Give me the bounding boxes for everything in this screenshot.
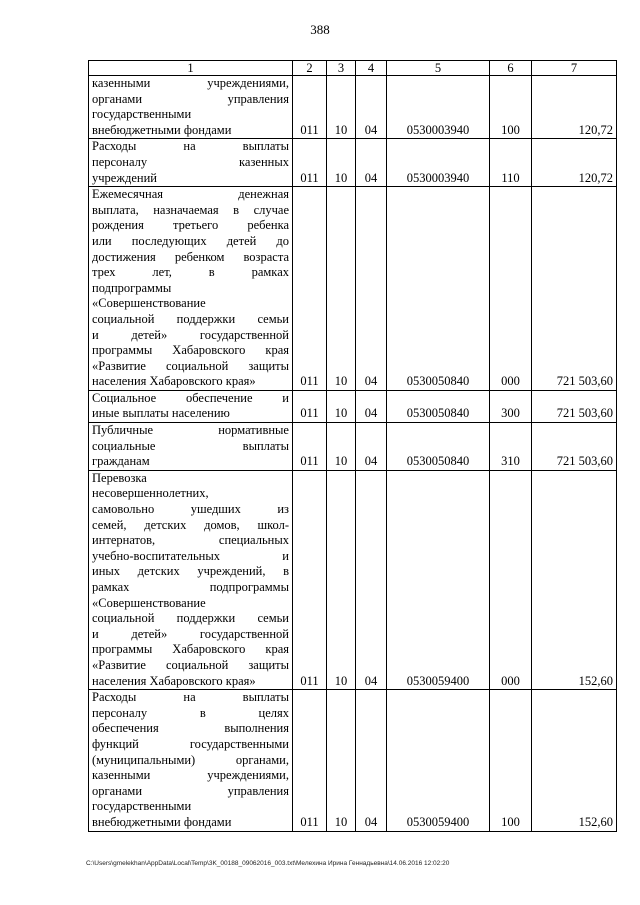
description-line: социальной поддержки семьи bbox=[92, 611, 289, 626]
description-line: «Совершенствование bbox=[92, 595, 206, 610]
amount-cell: 120,72 bbox=[532, 139, 617, 187]
description-line: «Совершенствование bbox=[92, 296, 206, 311]
description-line: Расходы на выплаты bbox=[92, 690, 289, 705]
table-row bbox=[89, 76, 617, 139]
amount-cell: 152,60 bbox=[532, 690, 617, 831]
subsection-cell: 04 bbox=[356, 139, 387, 187]
code-cell: 011 bbox=[293, 187, 327, 391]
amount-cell: 721 503,60 bbox=[532, 187, 617, 391]
description-line: Расходы на выплаты bbox=[92, 139, 289, 154]
expense-type-cell: 110 bbox=[490, 139, 532, 187]
description-line: рождения третьего ребенка bbox=[92, 218, 289, 233]
description-line: казенными учреждениями, bbox=[92, 768, 289, 783]
footer-file-path: C:\Users\gmelekhan\AppData\Local\Temp\3K_00188_09062016_003.txt\Мелехина Ирина Геннадьевна\14.06.2016 12:02:20 bbox=[86, 860, 450, 867]
row-description bbox=[89, 187, 293, 391]
code-cell: 011 bbox=[293, 139, 327, 187]
subsection-cell: 04 bbox=[356, 390, 387, 422]
subsection-cell: 04 bbox=[356, 690, 387, 831]
section-cell: 10 bbox=[327, 690, 356, 831]
description-line: органами управления bbox=[92, 91, 289, 106]
table-row bbox=[89, 390, 617, 422]
code-cell: 011 bbox=[293, 470, 327, 689]
expense-type-cell: 310 bbox=[490, 423, 532, 471]
target-article-cell: 0530050840 bbox=[387, 390, 490, 422]
description-line: самовольно ушедших из bbox=[92, 502, 289, 517]
description-line: внебюджетными фондами bbox=[92, 122, 232, 137]
amount-cell: 721 503,60 bbox=[532, 390, 617, 422]
column-header: 4 bbox=[356, 61, 387, 76]
code-cell: 011 bbox=[293, 76, 327, 139]
expense-type-cell: 000 bbox=[490, 187, 532, 391]
target-article-cell: 0530050840 bbox=[387, 187, 490, 391]
description-line: «Развитие социальной защиты bbox=[92, 657, 289, 672]
expense-type-cell: 000 bbox=[490, 470, 532, 689]
description-line: программы Хабаровского края bbox=[92, 642, 289, 657]
row-description bbox=[89, 690, 293, 831]
table-body bbox=[89, 76, 617, 832]
target-article-cell: 0530003940 bbox=[387, 139, 490, 187]
description-line: «Развитие социальной защиты bbox=[92, 358, 289, 373]
description-line: функций государственными bbox=[92, 736, 289, 751]
section-cell: 10 bbox=[327, 187, 356, 391]
description-line: достижения ребенком возраста bbox=[92, 249, 289, 264]
description-line: трех лет, в рамках bbox=[92, 265, 289, 280]
description-line: социальной поддержки семьи bbox=[92, 311, 289, 326]
description-line: органами управления bbox=[92, 783, 289, 798]
page-number: 388 bbox=[310, 22, 330, 37]
row-description bbox=[89, 390, 293, 422]
target-article-cell: 0530003940 bbox=[387, 76, 490, 139]
target-article-cell: 0530050840 bbox=[387, 423, 490, 471]
amount-cell: 120,72 bbox=[532, 76, 617, 139]
amount-cell: 721 503,60 bbox=[532, 423, 617, 471]
description-line: персоналу казенных bbox=[92, 154, 289, 169]
description-line: и детей» государственной bbox=[92, 327, 289, 342]
amount-cell: 152,60 bbox=[532, 470, 617, 689]
code-cell: 011 bbox=[293, 390, 327, 422]
description-line: иные выплаты населению bbox=[92, 406, 230, 421]
table-row bbox=[89, 423, 617, 471]
expense-type-cell: 100 bbox=[490, 76, 532, 139]
description-line: Социальное обеспечение и bbox=[92, 390, 289, 405]
row-description bbox=[89, 139, 293, 187]
description-line: или последующих детей до bbox=[92, 233, 289, 248]
description-line: Ежемесячная денежная bbox=[92, 187, 289, 202]
description-line: несовершеннолетних, bbox=[92, 486, 209, 501]
subsection-cell: 04 bbox=[356, 423, 387, 471]
column-header: 3 bbox=[327, 61, 356, 76]
description-line: иных детских учреждений, в bbox=[92, 564, 289, 579]
section-cell: 10 bbox=[327, 76, 356, 139]
section-cell: 10 bbox=[327, 139, 356, 187]
column-header: 7 bbox=[532, 61, 617, 76]
description-line: Публичные нормативные bbox=[92, 423, 289, 438]
description-line: интернатов, специальных bbox=[92, 533, 289, 548]
header-row bbox=[89, 61, 617, 76]
expense-type-cell: 300 bbox=[490, 390, 532, 422]
description-line: обеспечения выполнения bbox=[92, 721, 289, 736]
description-line: (муниципальными) органами, bbox=[92, 752, 289, 767]
description-line: программы Хабаровского края bbox=[92, 343, 289, 358]
column-header: 6 bbox=[490, 61, 532, 76]
description-line: учебно-воспитательных и bbox=[92, 548, 289, 563]
description-line: государственными bbox=[92, 799, 192, 814]
subsection-cell: 04 bbox=[356, 470, 387, 689]
table-row bbox=[89, 470, 617, 689]
column-header: 5 bbox=[387, 61, 490, 76]
expense-type-cell: 100 bbox=[490, 690, 532, 831]
section-cell: 10 bbox=[327, 470, 356, 689]
description-line: учреждений bbox=[92, 170, 157, 185]
row-description bbox=[89, 470, 293, 689]
code-cell: 011 bbox=[293, 423, 327, 471]
code-cell: 011 bbox=[293, 690, 327, 831]
target-article-cell: 0530059400 bbox=[387, 690, 490, 831]
description-line: населения Хабаровского края» bbox=[92, 374, 256, 389]
table-row bbox=[89, 139, 617, 187]
subsection-cell: 04 bbox=[356, 76, 387, 139]
subsection-cell: 04 bbox=[356, 187, 387, 391]
description-line: внебюджетными фондами bbox=[92, 814, 232, 829]
description-line: государственными bbox=[92, 107, 192, 122]
column-header: 2 bbox=[293, 61, 327, 76]
description-line: рамках подпрограммы bbox=[92, 580, 289, 594]
table-row bbox=[89, 187, 617, 391]
description-line: казенными учреждениями, bbox=[92, 76, 289, 90]
description-line: социальные выплаты bbox=[92, 438, 289, 453]
section-cell: 10 bbox=[327, 390, 356, 422]
table-row bbox=[89, 690, 617, 831]
description-line: Перевозка bbox=[92, 470, 147, 485]
description-line: выплата, назначаемая в случае bbox=[92, 202, 289, 217]
budget-table bbox=[88, 60, 617, 832]
description-line: семей, детских домов, школ- bbox=[92, 517, 289, 532]
target-article-cell: 0530059400 bbox=[387, 470, 490, 689]
row-description bbox=[89, 423, 293, 471]
row-description bbox=[89, 76, 293, 139]
description-line: гражданам bbox=[92, 454, 150, 469]
section-cell: 10 bbox=[327, 423, 356, 471]
description-line: подпрограммы bbox=[92, 280, 172, 295]
description-line: населения Хабаровского края» bbox=[92, 673, 256, 688]
description-line: и детей» государственной bbox=[92, 626, 289, 641]
column-header: 1 bbox=[89, 61, 293, 76]
description-line: персоналу в целях bbox=[92, 705, 289, 720]
